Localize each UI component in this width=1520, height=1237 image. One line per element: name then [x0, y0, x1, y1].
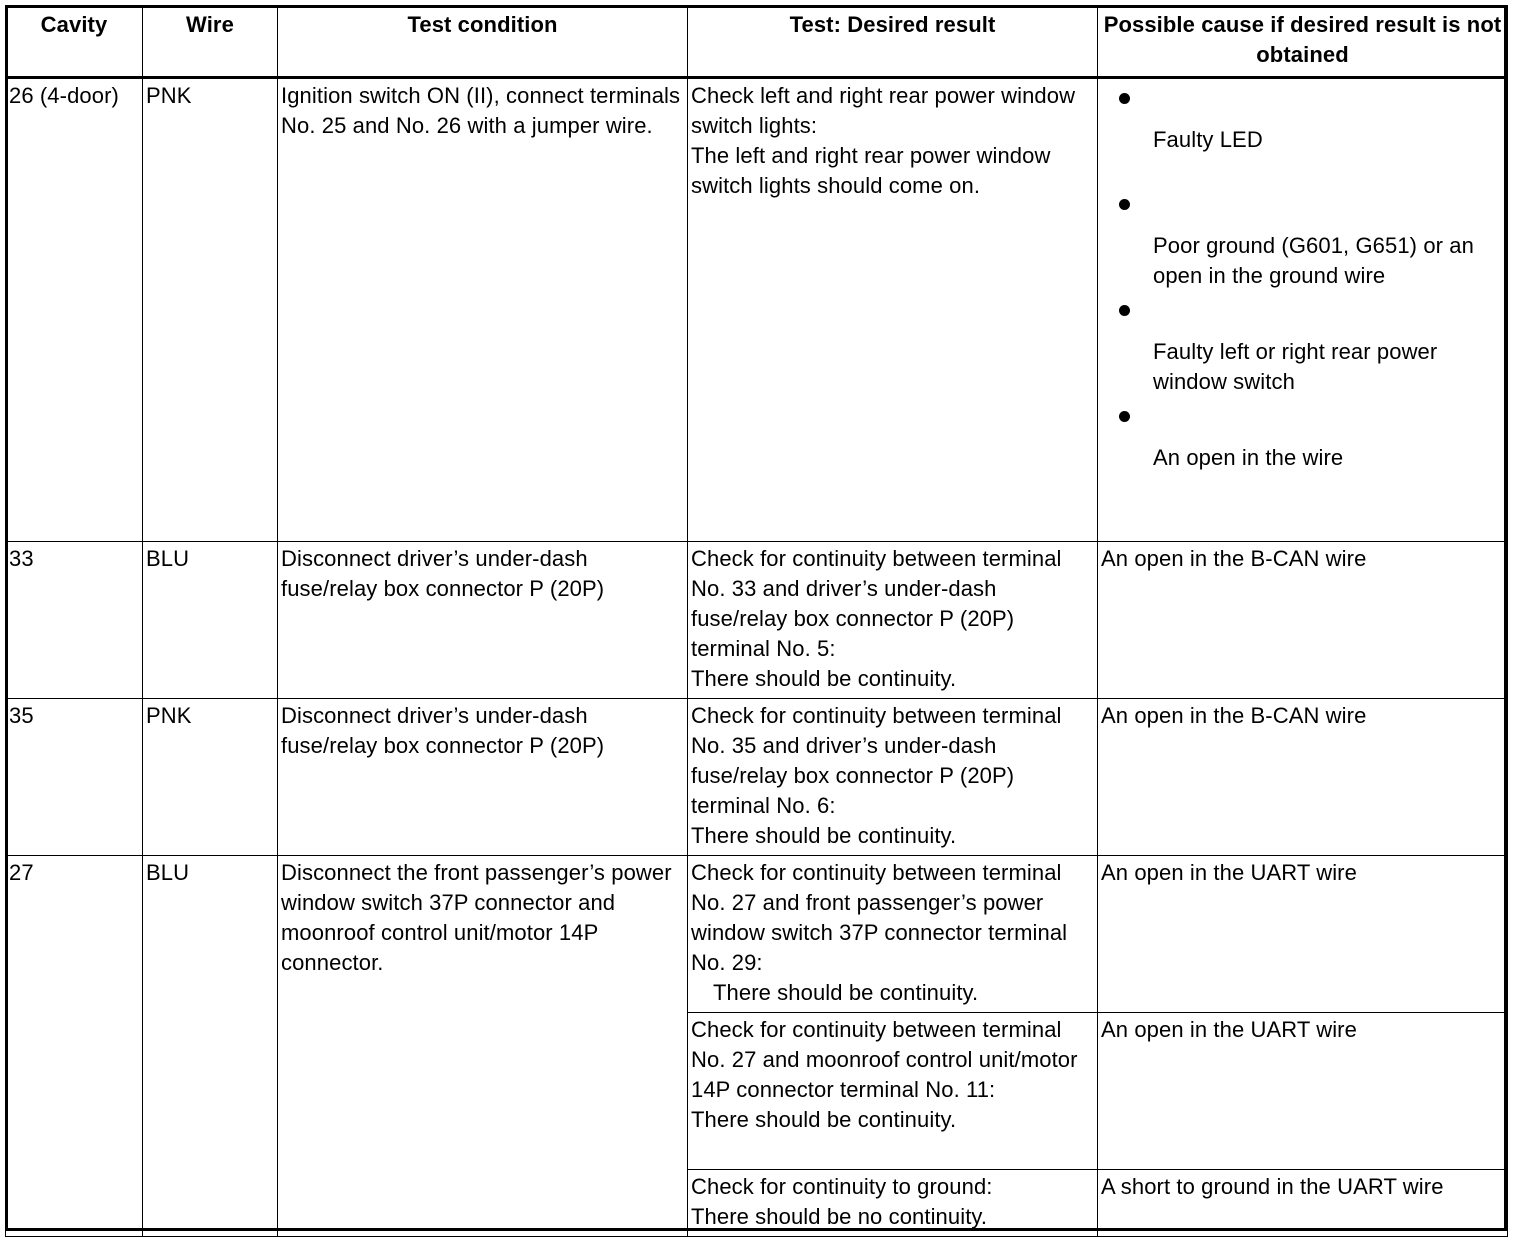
header-desired-result: Test: Desired result [688, 6, 1098, 78]
desired-result-cell: Check left and right rear power window switch lights: The left and right rear power window switch lights should come on. [688, 78, 1098, 542]
wire-cell: BLU [143, 856, 278, 1237]
header-wire: Wire [143, 6, 278, 78]
possible-cause-cell [1098, 78, 1508, 542]
desired-result-cell: Check for continuity between terminal No. 33 and driver’s under-dash fuse/relay box connector P (20P) terminal No. 5: There should be continuity. [688, 542, 1098, 699]
cavity-cell: 26 (4-door) [6, 78, 143, 542]
table-row [6, 699, 1508, 856]
bullet-icon [1119, 305, 1130, 316]
possible-cause-cell: A short to ground in the UART wire [1098, 1170, 1508, 1237]
wire-cell: PNK [143, 699, 278, 856]
cause-list-item [1101, 81, 1504, 185]
possible-cause-cell: An open in the B-CAN wire [1098, 542, 1508, 699]
cause-list-item [1101, 187, 1504, 291]
desired-result-cell: Check for continuity to ground: There should be no continuity. [688, 1170, 1098, 1237]
header-row [6, 6, 1508, 78]
cause-list-item [1101, 399, 1504, 503]
bullet-icon [1119, 93, 1130, 104]
test-condition-cell: Disconnect driver’s under-dash fuse/relay box connector P (20P) [278, 699, 688, 856]
cause-list-item [1101, 293, 1504, 397]
cause-text: Faulty left or right rear power window switch [1153, 339, 1438, 394]
cause-text: Poor ground (G601, G651) or an open in the ground wire [1153, 233, 1474, 288]
possible-cause-cell: An open in the B-CAN wire [1098, 699, 1508, 856]
desired-result-text: Check for continuity between terminal No. 27 and front passenger’s power window switch 37P connector terminal No. 29: [691, 860, 1068, 975]
desired-result-cell: Check for continuity between terminal No. 35 and driver’s under-dash fuse/relay box connector P (20P) terminal No. 6: There should be continuity. [688, 699, 1098, 856]
header-cavity: Cavity [6, 6, 143, 78]
desired-result-expectation: There should be continuity. [713, 980, 979, 1005]
possible-cause-cell: An open in the UART wire [1098, 856, 1508, 1013]
possible-cause-cell: An open in the UART wire [1098, 1013, 1508, 1170]
test-condition-cell: Disconnect driver’s under-dash fuse/relay box connector P (20P) [278, 542, 688, 699]
cavity-cell: 35 [6, 699, 143, 856]
desired-result-cell: Check for continuity between terminal No. 27 and moonroof control unit/motor 14P connector terminal No. 11: There should be continuity. [688, 1013, 1098, 1170]
bullet-icon [1119, 411, 1130, 422]
bullet-icon [1119, 199, 1130, 210]
troubleshooting-table [5, 5, 1508, 1237]
cavity-cell: 33 [6, 542, 143, 699]
wire-cell: BLU [143, 542, 278, 699]
table-row [6, 856, 1508, 1013]
cause-text: Faulty LED [1153, 127, 1263, 152]
desired-result-cell [688, 856, 1098, 1013]
table-row [6, 542, 1508, 699]
table-row [6, 78, 1508, 542]
cause-text: An open in the wire [1153, 445, 1344, 470]
cavity-cell: 27 [6, 856, 143, 1237]
wire-cell: PNK [143, 78, 278, 542]
test-condition-cell: Ignition switch ON (II), connect terminals No. 25 and No. 26 with a jumper wire. [278, 78, 688, 542]
header-test-condition: Test condition [278, 6, 688, 78]
test-condition-cell: Disconnect the front passenger’s power window switch 37P connector and moonroof control unit/motor 14P connector. [278, 856, 688, 1237]
header-possible-cause: Possible cause if desired result is not obtained [1098, 6, 1508, 78]
